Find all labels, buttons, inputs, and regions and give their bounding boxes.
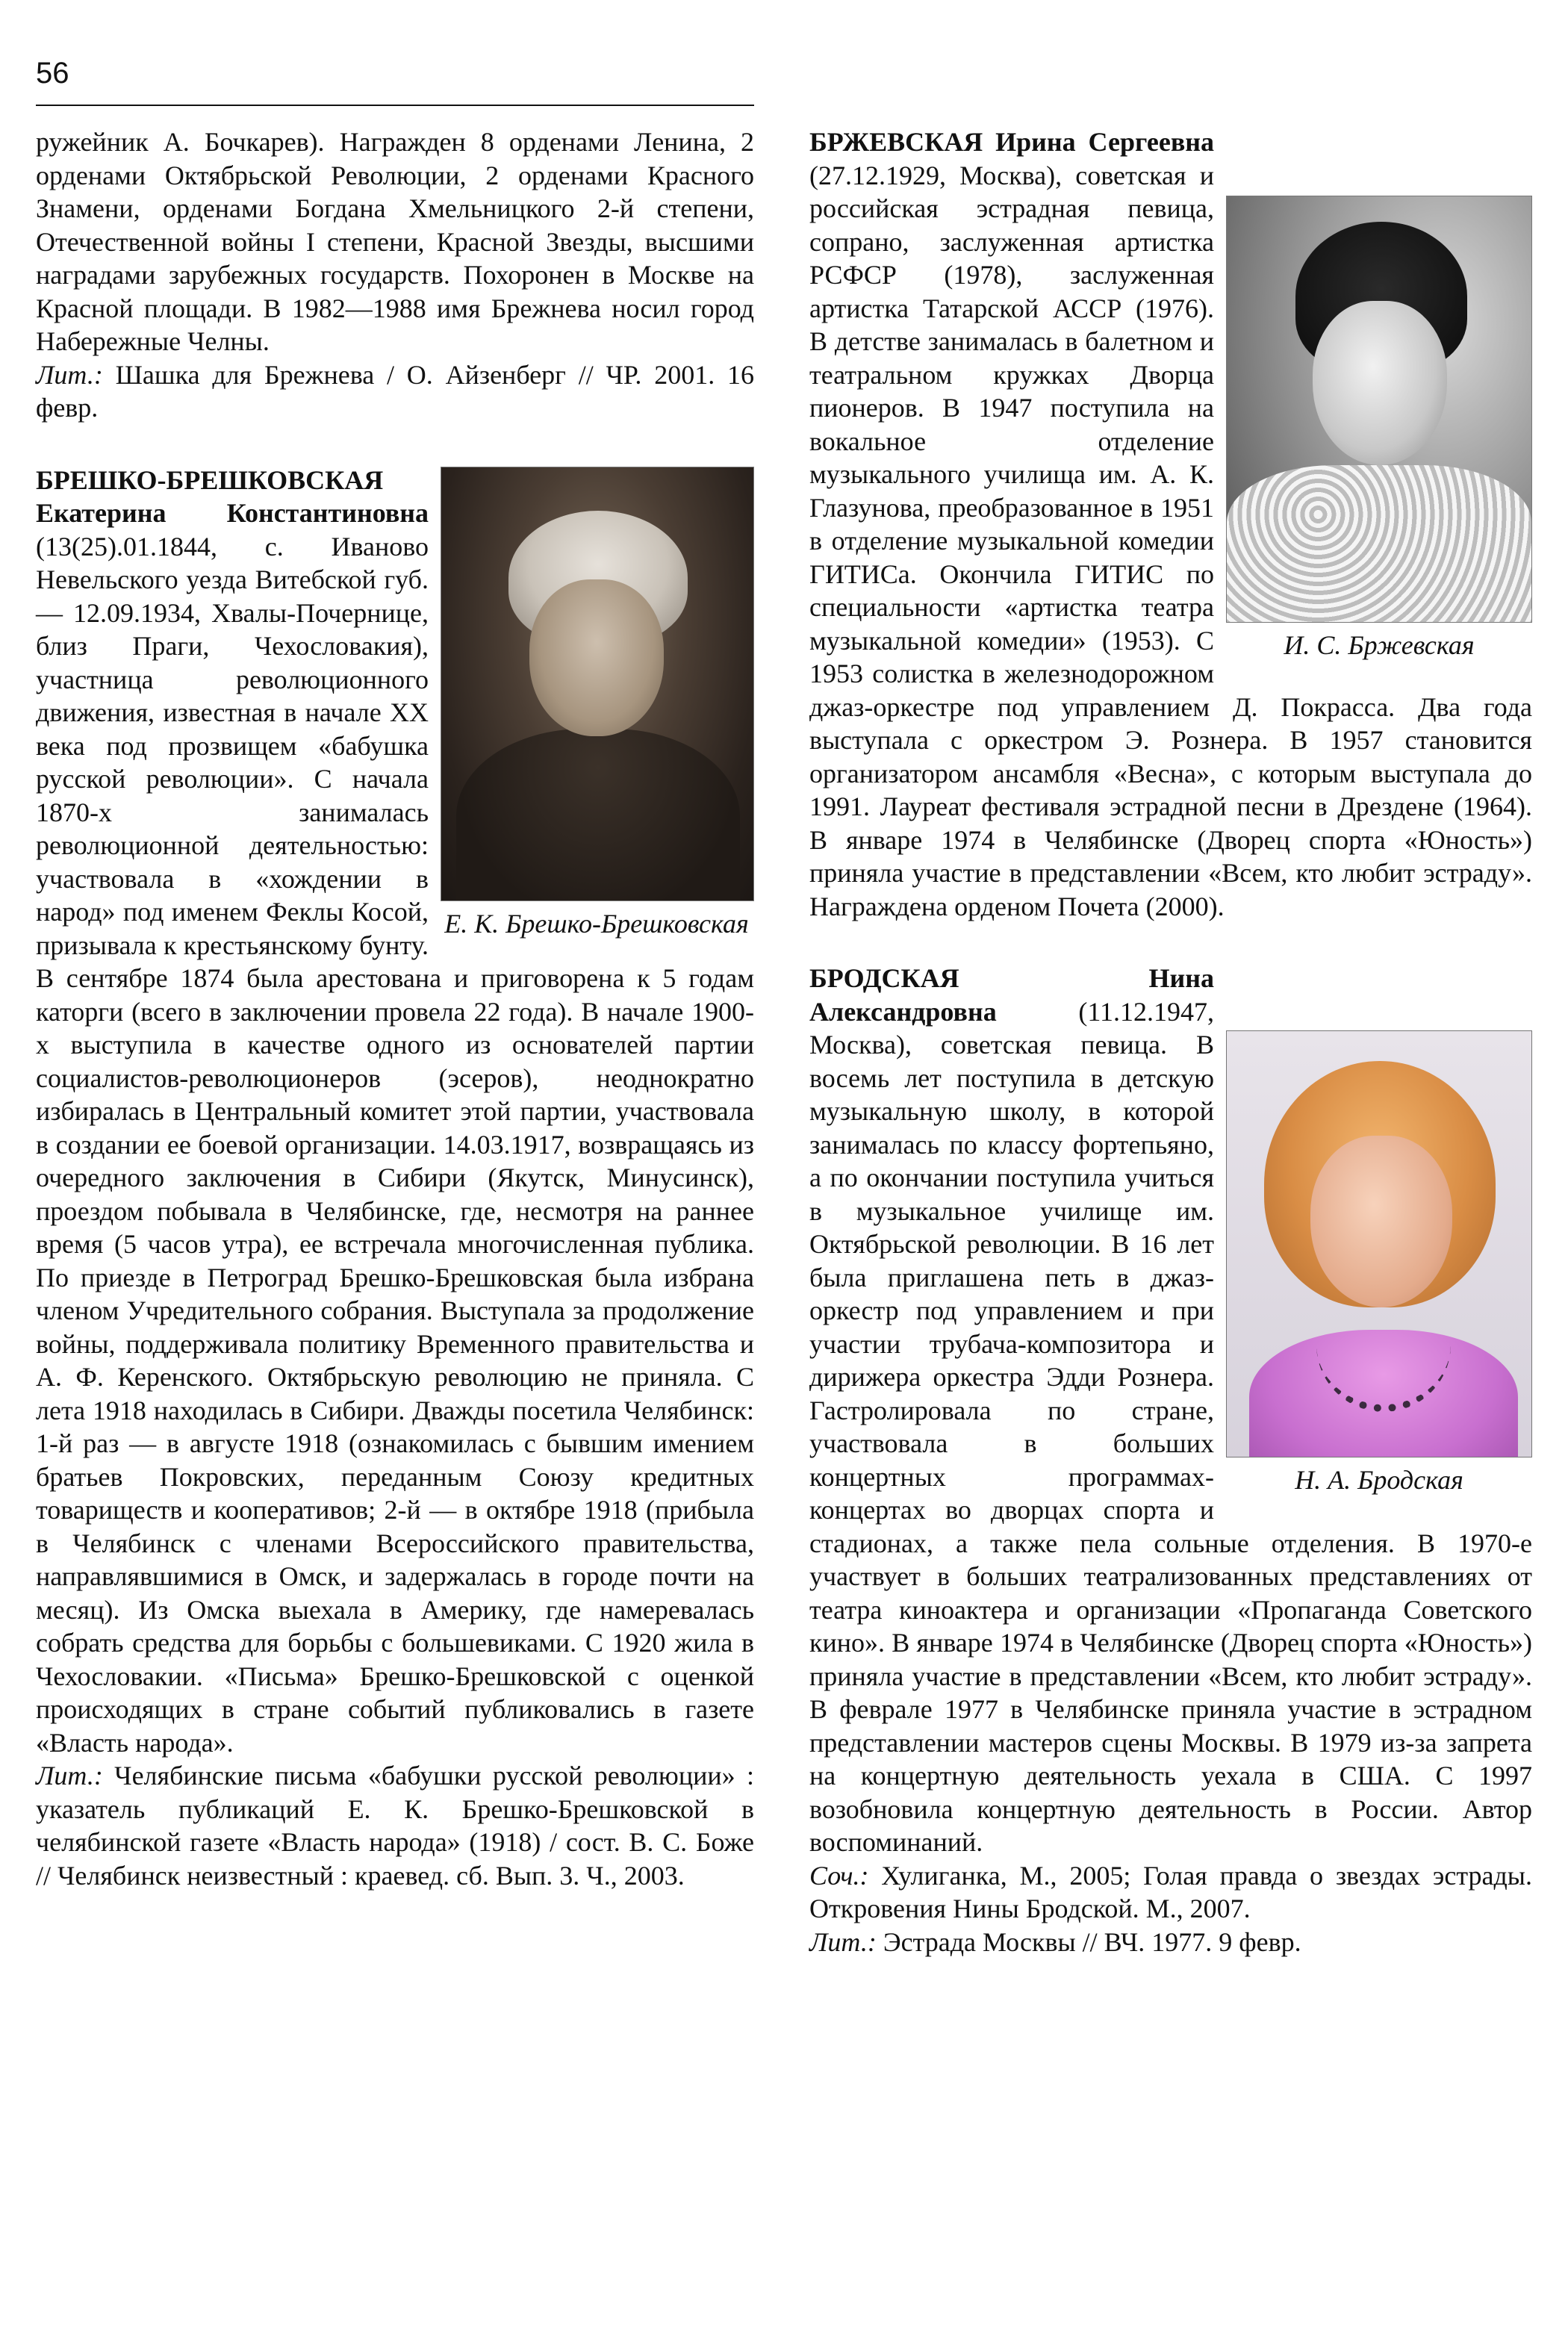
lit-label: Лит.: [36,1761,103,1791]
lit-text: Челябинские письма «бабушки русской революции» : указатель публикаций Е. К. Брешко-Брешковской в челябинской газете «Власть народа» (1918) / сост. В. С. Боже // Челябинск неизвестный : краевед. сб. Вып. 3. Ч., 2003. [36,1761,754,1891]
lit-text: Эстрада Москвы // ВЧ. 1977. 9 февр. [876,1926,1301,1957]
entry-headword: БРЕШКО-БРЕШКОВСКАЯ Екатерина Константиновна [36,464,429,528]
entry-brodskaya-works [809,1859,1532,1926]
header-rule [36,105,754,106]
lit-label: Лит.: [809,1926,877,1957]
photo-caption: Н. А. Бродская [1295,1465,1463,1495]
entry-breshko [36,464,754,1893]
entry-brzhevskaya [809,125,1532,923]
figure-brzhevskaya [1226,196,1532,662]
entry-text: (11.12.1947, Москва), советская певица. В восемь лет поступила в детскую музыкальную школу, в которой занималась по классу фортепьяно, а по окончании поступила учиться в музыкальное училище им. Октябрьской революции. В 16 лет была приглашена петь в джаз-оркестр под управлением и при участии трубача-композитора и дирижера оркестра Эдди Рознера. Гастролировала по стране, участвовала в больших концертных программах-концертах во дворцах спорта и стадионах, а также пела сольные отделения. В 1970-е участвует в больших театрализованных представлениях от театра киноактера и организации «Пропаганда Советского кино». В январе 1974 в Челябинске (Дворец спорта «Юность») приняла участие в представлении «Всем, кто любит эстраду». В феврале 1977 в Челябинске приняла участие в эстрадном представлении мастеров сцены Москвы. В 1979 из-за запрета на концертную деятельность уехала в США. С 1997 возобновила концертную деятельность в России. Автор воспоминаний. [809,996,1532,1857]
entry-intro: (13(25).01.1844, с. Иваново Невельского уезда Витебской губ. — 12.09.1934, Хвалы-Почернице, близ Праги, Чехословакия), участница революционного движения, известная в начале XX века под прозвищем «бабушка русской революции». С начала 1870-х занималась революционной деятельностью: участвовала в «хождении в народ» под именем Феклы Косой, призывала к крестьянскому бунту. В сентябре 1874 была арестована и приговорена к 5 годам каторги (всего в заключении провела 22 года). В начале 1900-х выступила в качестве одного из основателей партии социалистов-революционеров (эсеров), неоднократно избиралась в Центральный комитет этой партии, участвовала в создании ее боевой организации. 14.03.1917, возвращаясь из очередного заключения в Сибири (Якутск, Минусинск), проездом побывала в Челябинске, где, несмотря на раннее время (5 часов утра), ее встречала многочисленная публика. По приезде в Петроград Брешко-Брешковская была избрана членом Учредительного собрания. Выступала за продолжение войны, поддерживала политику Временного правительства и А. Ф. Керенского. Октябрьскую революцию не приняла. С лета 1918 находилась в Сибири. Дважды посетила Челябинск: 1-й раз — в августе 1918 (ознакомилась с бывшим имением братьев Покровских, переданным Союзу кредитных товариществ и кооперативов; 2-й — в октябре 1918 (прибыла в Челябинск с членами Всероссийского правительства, направлявшимися в Омск, и задержалась в городе почти на месяц). Из Омска выехала в Америку, где намеревалась собрать средства для борьбы с большевиками. С 1920 жила в Чехословакии. «Письма» Брешко-Брешковской с оценкой происходящих в стране событий публиковались в газете «Власть народа». [36,531,754,1758]
continuation-text: ружейник А. Бочкарев). Награжден 8 орденами Ленина, 2 орденами Октябрьской Революции, 2 орденами Красного Знамени, орденами Богдана Хмельницкого 2-й степени, Отечественной войны I степени, Красной Звезды, высшими наградами зарубежных государств. Похоронен в Москве на Красной площади. В 1982—1988 имя Брежнева носил город Набережные Челны. [36,127,754,356]
lit-label: Лит.: [36,359,103,390]
figure-brodskaya [1226,1030,1532,1496]
photo-caption: И. С. Бржевская [1284,630,1475,660]
entry-text: (27.12.1929, Москва), советская и российская эстрадная певица, сопрано, заслуженная артистка РСФСР (1978), заслуженная артистка Татарской АССР (1976). В детстве занималась в балетном и театральном кружках Дворца пионеров. В 1947 поступила на вокальное отделение музыкального училища им. А. К. Глазунова, преобразованное в 1951 в отделение музыкальной комедии ГИТИСа. Окончила ГИТИС по специальности «артистка театра музыкальной комедии» (1953). С 1953 солистка в железнодорожном джаз-оркестре под управлением Д. Покрасса. Два года выступала с оркестром Э. Рознера. В 1957 становится организатором ансамбля «Весна», с которым выступала до 1991. Лауреат фестиваля эстрадной песни в Дрездене (1964). В январе 1974 в Челябинске (Дворец спорта «Юность») приняла участие в представлении «Всем, кто любит эстраду». Награждена орденом Почета (2000). [809,160,1532,921]
page-number: 56 [36,57,69,90]
lit-text: Шашка для Брежнева / О. Айзенберг // ЧР. 2001. 16 февр. [36,359,754,423]
continuation-lit [36,358,754,425]
left-column [36,125,754,1892]
portrait-photo-brzhevskaya [1226,196,1532,623]
figure-breshko [441,467,754,940]
portrait-photo-breshko [441,467,754,901]
continuation-paragraph [36,125,754,358]
entry-headword: БРОДСКАЯ Нина Александровна [809,963,1214,1027]
entry-breshko-lit [36,1759,754,1892]
entry-brodskaya-lit [809,1926,1532,1959]
works-text: Хулиганка, М., 2005; Голая правда о звездах эстрады. Откровения Нины Бродской. М., 2007. [809,1860,1532,1923]
right-column [809,125,1532,1959]
entry-brodskaya [809,962,1532,1959]
portrait-photo-brodskaya [1226,1030,1532,1457]
works-label: Соч.: [809,1860,869,1891]
entry-breshko-body [36,464,754,1760]
entry-headword: БРЖЕВСКАЯ Ирина Сергеевна [809,127,1214,157]
photo-caption: Е. К. Брешко-Брешковская [444,908,749,939]
